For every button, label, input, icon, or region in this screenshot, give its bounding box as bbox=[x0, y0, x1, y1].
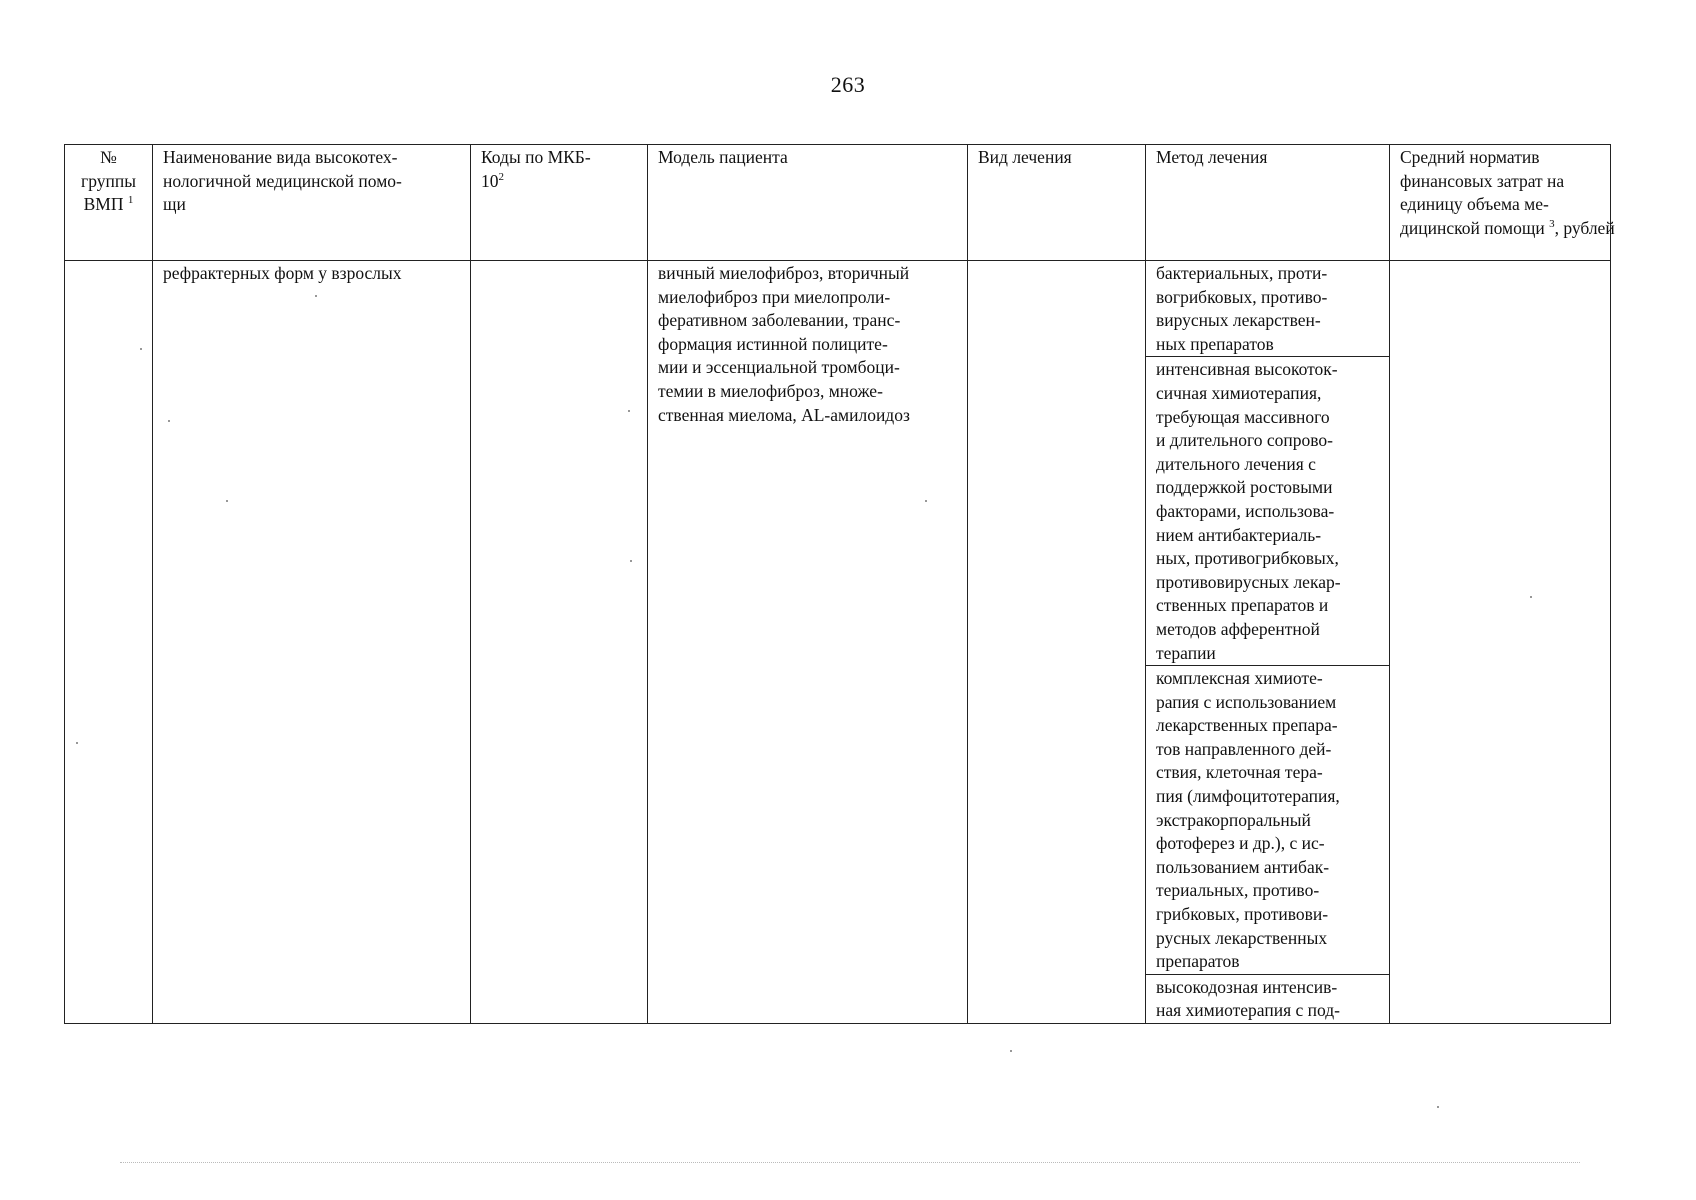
cell-treatment-method-1 bbox=[1146, 261, 1390, 357]
cell-text: пользованием антибак- bbox=[1156, 856, 1330, 877]
cell-text: препаратов bbox=[1156, 951, 1240, 972]
cell-text: вичный миелофиброз, вторичный bbox=[658, 263, 910, 283]
cell-service-name bbox=[153, 261, 471, 1024]
scan-artifact bbox=[628, 410, 630, 412]
cell-text: рефрактерных форм у взрослых bbox=[163, 263, 402, 283]
cell-treatment-type bbox=[968, 261, 1146, 1024]
cell-treatment-method-3 bbox=[1146, 666, 1390, 975]
cell-text: териальных, противо- bbox=[1156, 880, 1320, 901]
header-text: $10^2$ bbox=[481, 170, 504, 191]
header-text: дицинской помощи $^3$, рублей bbox=[1400, 217, 1615, 238]
cell-icd-codes bbox=[471, 261, 648, 1024]
header-text: Коды по МКБ- bbox=[481, 147, 591, 167]
cell-text: вирусных лекарствен- bbox=[1156, 310, 1321, 331]
vmp-table bbox=[64, 144, 1615, 1024]
cell-treatment-method-4 bbox=[1146, 974, 1390, 1023]
cell-text: поддержкой ростовыми bbox=[1156, 477, 1333, 498]
header-text: Средний норматив bbox=[1400, 147, 1540, 167]
footnote-mark: 1 bbox=[127, 194, 134, 207]
header-text: Модель пациента bbox=[658, 147, 788, 167]
header-text: единицу объема ме- bbox=[1400, 194, 1549, 215]
header-text: Вид лечения bbox=[978, 147, 1072, 167]
header-group-number bbox=[65, 145, 153, 261]
cell-text: дительного лечения с bbox=[1156, 453, 1316, 474]
cell-average-cost bbox=[1390, 261, 1611, 1024]
cell-text: бактериальных, проти- bbox=[1156, 263, 1328, 283]
header-text: № bbox=[100, 147, 117, 167]
cell-text: тов направленного дей- bbox=[1156, 738, 1332, 759]
cell-text: факторами, использова- bbox=[1156, 500, 1335, 521]
header-service-name bbox=[153, 145, 471, 261]
scan-artifact bbox=[1437, 1106, 1439, 1108]
header-treatment-method bbox=[1146, 145, 1390, 261]
scan-artifact bbox=[76, 742, 78, 744]
header-icd-codes bbox=[471, 145, 648, 261]
cell-text: ных препаратов bbox=[1156, 333, 1274, 354]
cell-text: терапии bbox=[1156, 642, 1216, 663]
cell-text: ственная миелома, AL-амилоидоз bbox=[658, 404, 910, 425]
scan-artifact bbox=[925, 500, 927, 502]
cell-text: фотоферез и др.), с ис- bbox=[1156, 833, 1325, 854]
scan-artifact bbox=[168, 420, 170, 422]
cell-text: методов афферентной bbox=[1156, 618, 1320, 639]
cell-text: нием антибактериаль- bbox=[1156, 524, 1322, 545]
cell-text: грибковых, противови- bbox=[1156, 904, 1329, 925]
scan-artifact bbox=[120, 1160, 1580, 1163]
cell-text: пия (лимфоцитотерапия, bbox=[1156, 786, 1340, 807]
cell-text: сичная химиотерапия, bbox=[1156, 382, 1322, 403]
footnote-mark: 2 bbox=[498, 170, 504, 183]
cell-text: высокодозная интенсив- bbox=[1156, 976, 1338, 997]
cell-text: ствия, клеточная тера- bbox=[1156, 762, 1323, 783]
cell-text: миелофиброз при миелопроли- bbox=[658, 286, 891, 307]
header-text: нологичной медицинской помо- bbox=[163, 170, 402, 191]
scan-artifact bbox=[315, 295, 317, 297]
cell-treatment-method-2 bbox=[1146, 357, 1390, 666]
header-text: Метод лечения bbox=[1156, 147, 1268, 167]
cell-text: экстракорпоральный bbox=[1156, 809, 1311, 830]
cell-text: рапия с использованием bbox=[1156, 691, 1337, 712]
header-treatment-type bbox=[968, 145, 1146, 261]
scan-artifact bbox=[226, 500, 228, 502]
cell-text: ственных препаратов и bbox=[1156, 595, 1329, 616]
cell-group-number bbox=[65, 261, 153, 1024]
header-text: группы bbox=[81, 170, 136, 191]
cell-text: интенсивная высокоток- bbox=[1156, 359, 1338, 380]
cell-text: темии в миелофиброз, множе- bbox=[658, 380, 883, 401]
scan-artifact bbox=[630, 560, 632, 562]
scan-artifact bbox=[1010, 1050, 1012, 1052]
cell-text: вогрибковых, противо- bbox=[1156, 286, 1328, 307]
cell-text: формация истинной полиците- bbox=[658, 333, 888, 354]
scan-artifact bbox=[140, 348, 142, 350]
cell-text: комплексная химиоте- bbox=[1156, 668, 1323, 689]
cell-text: ная химиотерапия с под- bbox=[1156, 1000, 1340, 1021]
footnote-mark: 3 bbox=[1549, 217, 1555, 230]
cell-text: русных лекарственных bbox=[1156, 927, 1328, 948]
cell-text: лекарственных препара- bbox=[1156, 715, 1338, 736]
table-row bbox=[65, 261, 1611, 357]
table-header-row bbox=[65, 145, 1611, 261]
cell-text: противовирусных лекар- bbox=[1156, 571, 1341, 592]
header-patient-model bbox=[648, 145, 968, 261]
header-average-cost bbox=[1390, 145, 1615, 261]
header-text: финансовых затрат на bbox=[1400, 170, 1565, 191]
cell-text: требующая массивного bbox=[1156, 406, 1330, 427]
cell-patient-model bbox=[648, 261, 968, 1024]
header-text: ВМП $^1$ bbox=[83, 194, 134, 215]
cell-text: феративном заболевании, транс- bbox=[658, 310, 901, 331]
header-text: щи bbox=[163, 194, 186, 215]
cell-text: мии и эссенциальной тромбоци- bbox=[658, 357, 900, 378]
scan-artifact bbox=[1530, 596, 1532, 598]
header-text: Наименование вида высокотех- bbox=[163, 147, 398, 167]
page-number: 263 bbox=[830, 72, 866, 97]
cell-text: ных, противогрибковых, bbox=[1156, 548, 1339, 569]
cell-text: и длительного сопрово- bbox=[1156, 430, 1333, 451]
